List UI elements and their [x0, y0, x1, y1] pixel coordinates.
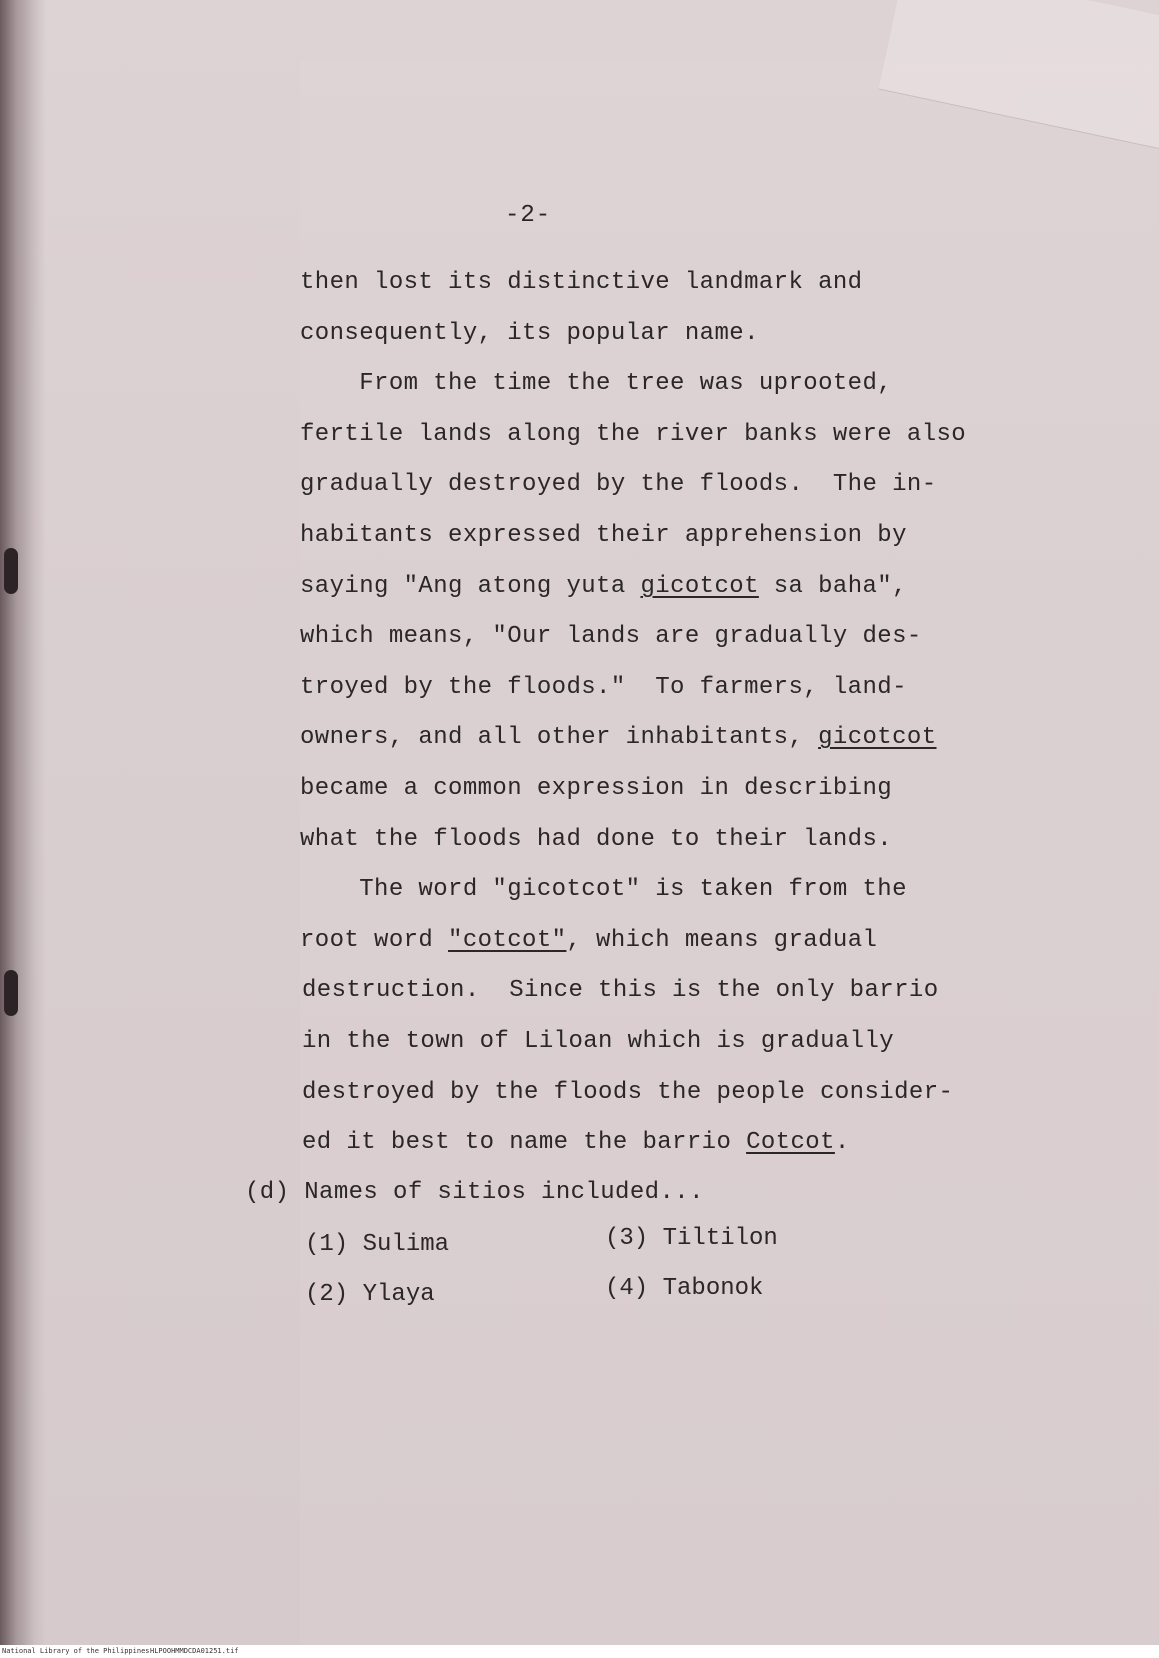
body-line	[300, 268, 863, 298]
body-line	[300, 723, 937, 753]
body-line	[300, 622, 922, 652]
body-line-text: , which means gradual	[566, 927, 878, 954]
body-line-text: fertile lands along the river banks were also	[300, 421, 967, 448]
body-line	[300, 319, 759, 349]
body-line-text: ed it best to name the barrio	[302, 1129, 747, 1156]
body-line	[300, 572, 907, 602]
footer-filename: HLPOOHMMDCDA01251.tif	[150, 1647, 239, 1655]
page-number: -2-	[505, 202, 552, 229]
underlined-term: gicotcot	[640, 573, 759, 600]
body-line-text: From the time the tree was uprooted,	[300, 370, 893, 397]
body-line	[300, 420, 966, 450]
body-line	[300, 875, 907, 905]
footer-library-name: National Library of the Philippines	[2, 1647, 150, 1655]
body-line	[300, 926, 877, 956]
body-line-text: became a common expression in describing	[300, 775, 893, 802]
body-line-text: owners, and all other inhabitants,	[300, 724, 819, 751]
section-d-heading: (d) Names of sitios included...	[245, 1179, 704, 1206]
body-line-text: destruction. Since this is the only barrio	[302, 977, 939, 1004]
body-line	[300, 470, 937, 500]
body-line-text: destroyed by the floods the people consider-	[302, 1079, 954, 1106]
sitio-item: (1) Sulima	[305, 1231, 450, 1258]
body-line-text: troyed by the floods." To farmers, land-	[300, 674, 907, 701]
punch-hole	[4, 970, 18, 1016]
body-line-text: gradually destroyed by the floods. The in-	[300, 471, 937, 498]
sitio-item: (4) Tabonok	[605, 1275, 764, 1302]
body-line	[302, 1128, 850, 1158]
body-line-text: habitants expressed their apprehension by	[300, 522, 907, 549]
body-line-text: root word	[300, 927, 449, 954]
binding-edge	[0, 0, 46, 1645]
body-line-text: consequently, its popular name.	[300, 320, 759, 347]
underlined-term: "cotcot"	[448, 927, 567, 954]
body-line	[302, 1078, 953, 1108]
body-line	[302, 1027, 894, 1057]
body-line	[300, 673, 907, 703]
body-line-text: saying "Ang atong yuta	[300, 573, 641, 600]
body-line	[300, 774, 892, 804]
underlined-term: Cotcot	[746, 1129, 835, 1156]
body-line	[300, 369, 892, 399]
sitio-item: (3) Tiltilon	[605, 1225, 778, 1252]
body-line-text: .	[834, 1129, 850, 1156]
punch-hole	[4, 548, 18, 594]
body-line-text: The word "gicotcot" is taken from the	[300, 876, 907, 903]
body-line-text: what the floods had done to their lands.	[300, 826, 893, 853]
body-line	[300, 521, 907, 551]
body-line-text: sa baha",	[758, 573, 907, 600]
body-line-text: which means, "Our lands are gradually des-	[300, 623, 922, 650]
sitio-item: (2) Ylaya	[305, 1281, 435, 1308]
body-line	[300, 825, 892, 855]
underlined-term: gicotcot	[818, 724, 937, 751]
body-line-text: in the town of Liloan which is gradually	[302, 1028, 895, 1055]
body-line	[302, 976, 939, 1006]
body-line-text: then lost its distinctive landmark and	[300, 269, 863, 296]
